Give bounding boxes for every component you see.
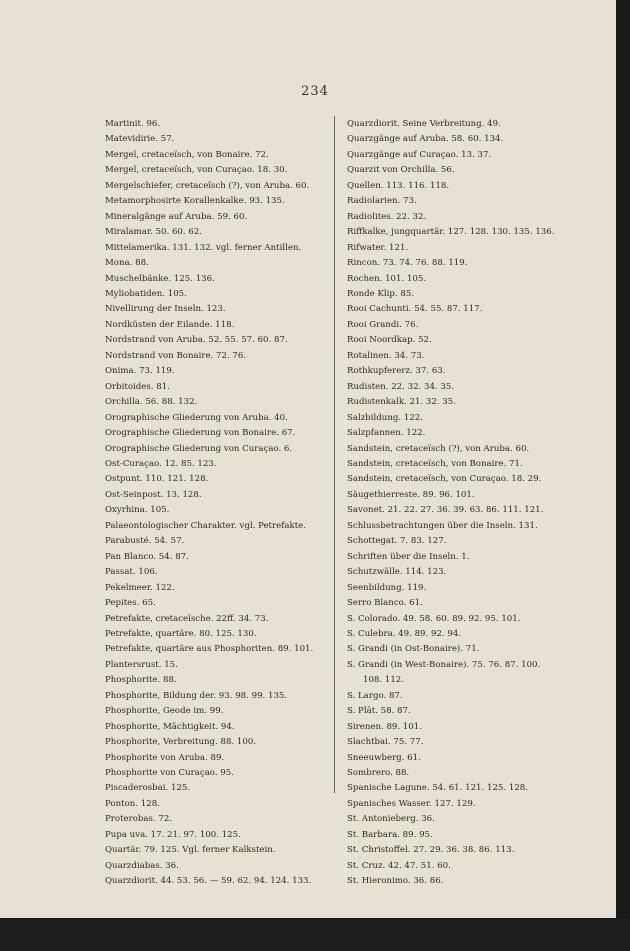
index-entry: Schlussbetrachtungen über die Inseln. 131. [347, 520, 538, 531]
index-entry: Riffkalke, jungquartär. 127. 128. 130. 135. 136. [347, 227, 555, 238]
index-entry: Matevidirie. 57. [105, 134, 175, 145]
index-column-left [105, 117, 323, 890]
index-entry: Phosphorite, Bildung der. 93. 98. 99. 135. [105, 690, 288, 701]
index-entry: Quarzgänge auf Aruba. 58. 60. 134. [347, 134, 504, 145]
index-entry: Mergel, cretaceïsch, von Curaçao. 18. 30. [105, 165, 288, 176]
index-column-right [347, 117, 579, 890]
index-entry: S. Culebra. 49. 89. 92. 94. [347, 628, 462, 639]
index-entry: Metamorphosirte Korallenkalke. 93. 135. [105, 196, 285, 207]
page-number: 234 [301, 84, 329, 99]
index-entry: Salzpfannen. 122. [347, 428, 426, 439]
index-entry: Onima. 73. 119. [105, 366, 175, 377]
index-entry: Sirenen. 89. 101. [347, 721, 422, 732]
index-entry: Phosphorite, Verbreitung. 88. 100. [105, 737, 257, 748]
index-entry: Phosphorite, Geode im. 99. [105, 706, 224, 717]
index-entry: Petrefakte, cretaceïsche. 22ff. 34. 73. [105, 613, 269, 624]
index-entry: Serro Blanco. 61. [347, 598, 423, 609]
index-entry: Ponton. 128. [105, 798, 160, 809]
index-entry: Sandstein, cretaceïsch, von Bonaire. 71. [347, 458, 523, 469]
index-entry: Spanisches Wasser. 127. 129. [347, 798, 476, 809]
index-entry: Sandstein, cretaceïsch, von Curaçao. 18. 29. [347, 474, 542, 485]
index-entry: Mergelschiefer, cretaceïsch (?), von Aruba. 60. [105, 180, 310, 191]
index-entry: Sandstein, cretaceïsch (?), von Aruba. 60. [347, 443, 530, 454]
index-entry: Orographische Gliederung von Curaçao. 6. [105, 443, 293, 454]
index-entry: Schutzwälle. 114. 123. [347, 567, 447, 578]
index-entry: Orographische Gliederung von Aruba. 40. [105, 412, 288, 423]
index-entry: Rothkupfererz. 37. 63. [347, 366, 446, 377]
index-entry: St. Christoffel. 27. 29. 36. 38. 86. 113. [347, 845, 515, 856]
index-entry: Ost-Curaçao. 12. 85. 123. [105, 458, 217, 469]
index-entry: Radiolites. 22. 32. [347, 211, 427, 222]
index-entry: St. Barbara. 89. 95. [347, 829, 433, 840]
index-entry: Spanische Lagune. 54. 61. 121. 125. 128. [347, 783, 528, 794]
index-entry: Quarzdiorit. 44. 53. 56. — 59. 62. 94. 124. 133. [105, 876, 312, 887]
index-entry: Passat. 106. [105, 567, 158, 578]
index-entry: Orchilla. 56. 88. 132. [105, 397, 198, 408]
index-entry: Plantersrust. 15. [105, 659, 178, 670]
index-entry: Rudistenkalk. 21. 32. 35. [347, 397, 456, 408]
index-entry: Mergel, cretaceïsch, von Bonaire. 72. [105, 149, 269, 160]
index-entry: Schottegat. 7. 83. 127. [347, 536, 447, 547]
index-entry: Nordstrand von Bonaire. 72. 76. [105, 350, 247, 361]
index-entry: Salzbildung. 122. [347, 412, 423, 423]
index-entry: Phosphorite. 88. [105, 675, 177, 686]
index-entry: Schriften über die Inseln. 1. [347, 551, 470, 562]
index-entry: Phosphorite von Curaçao. 95. [105, 768, 234, 779]
index-entry: Orbitoides. 81. [105, 381, 170, 392]
index-entry: Rifwater. 121. [347, 242, 409, 253]
index-entry: S. Largo. 87. [347, 690, 403, 701]
index-entry: S. Plāt. 58. 87. [347, 706, 411, 717]
index-entry: Mineralgänge auf Aruba. 59. 60. [105, 211, 248, 222]
index-entry: Savonet. 21. 22. 27. 36. 39. 63. 86. 111. 121. [347, 505, 544, 516]
column-divider [334, 116, 335, 793]
index-entry: Rincon. 73. 74. 76. 88. 119. [347, 258, 468, 269]
index-entry: St. Antonieberg. 36. [347, 814, 435, 825]
index-entry: Rooi Noordkap. 52. [347, 335, 432, 346]
index-entry: Muschelbänke. 125. 136. [105, 273, 215, 284]
index-entry: Ostpunt. 110. 121. 128. [105, 474, 209, 485]
index-entry: St. Cruz. 42. 47. 51. 60. [347, 860, 451, 871]
index-entry: Miralamar. 50. 60. 62. [105, 227, 203, 238]
index-entry: Rotalinen. 34. 73. [347, 350, 425, 361]
scan-border-bottom [0, 918, 630, 951]
index-entry: Phosphorite, Mächtigkeit. 94. [105, 721, 235, 732]
index-entry: Quarzgänge auf Curaçao. 13. 37. [347, 149, 492, 160]
index-entry: Ronde Klip. 85. [347, 288, 415, 299]
index-entry: Sneeuwberg. 61. [347, 752, 421, 763]
index-entry: Nordküsten der Eilande. 118. [105, 319, 235, 330]
index-entry: Nordstrand von Aruba. 52. 55. 57. 60. 87. [105, 335, 288, 346]
index-entry: Martinit. 96. [105, 119, 161, 129]
index-entry: Nivellirung der Inseln. 123. [105, 304, 226, 315]
index-entry: Phosphorite von Aruba. 89. [105, 752, 225, 763]
index-entry: Rooi Grandi. 76. [347, 319, 419, 330]
index-entry: Petrefakte, quartäre. 80. 125. 130. [105, 628, 257, 639]
index-entry: Oxyrhina. 105. [105, 505, 170, 516]
index-entry: St. Hieronimo. 36. 86. [347, 876, 444, 887]
index-entry: Myliobatiden. 105. [105, 288, 187, 299]
index-entry: Pepites. 65. [105, 598, 156, 609]
index-entry: S. Grandi (in West-Bonaire). 75. 76. 87. 100. [347, 659, 541, 670]
index-entry: Rooi Cachunti. 54. 55. 87. 117. [347, 304, 483, 315]
index-entry: Mona. 88. [105, 258, 149, 269]
index-entry: Quellen. 113. 116. 118. [347, 180, 450, 191]
index-entry: Quarzdiorit. Seine Verbreitung. 49. [347, 119, 501, 129]
index-entry: Rochen. 101. 105. [347, 273, 427, 284]
index-entry: Ost-Seinpost. 13. 128. [105, 489, 202, 500]
index-entry: Pan Blanco. 54. 87. [105, 551, 189, 562]
index-entry: S. Colorado. 49. 58. 60. 89. 92. 95. 101. [347, 613, 521, 624]
index-entry: Parabusté. 54. 57. [105, 536, 185, 547]
index-entry: Piscaderosbai. 125. [105, 783, 191, 794]
index-entry: 108. 112. [363, 675, 405, 686]
index-entry: Orographische Gliederung von Bonaire. 67. [105, 428, 296, 439]
index-entry: Slachtbai. 75. 77. [347, 737, 424, 748]
index-entry: Pekelmeer. 122. [105, 582, 175, 593]
index-entry: Petrefakte, quartäre aus Phosphoriten. 89. 101. [105, 644, 314, 655]
index-entry: Palaeontologischer Charakter. vgl. Petrefakte. [105, 520, 306, 531]
index-entry: Seenbildung. 119. [347, 582, 427, 593]
index-entry: Proterobas. 72. [105, 814, 173, 825]
index-entry: Sombrero. 88. [347, 768, 410, 779]
index-entry: Quarzdiabas. 36. [105, 860, 179, 871]
index-entry: Pupa uva. 17. 21. 97. 100. 125. [105, 829, 241, 840]
index-entry: S. Grandi (in Ost-Bonaire). 71. [347, 644, 480, 655]
index-entry: Radiolarien. 73. [347, 196, 417, 207]
index-entry: Mittelamerika. 131. 132. vgl. ferner Antillen. [105, 242, 302, 253]
index-entry: Quarzit von Orchilla. 56. [347, 165, 455, 176]
index-entry: Säugethierreste. 89. 96. 101. [347, 489, 475, 500]
index-entry: Rudisten. 22. 32. 34. 35. [347, 381, 455, 392]
index-entry: Quartär. 79. 125. Vgl. ferner Kalkstein. [105, 845, 276, 856]
